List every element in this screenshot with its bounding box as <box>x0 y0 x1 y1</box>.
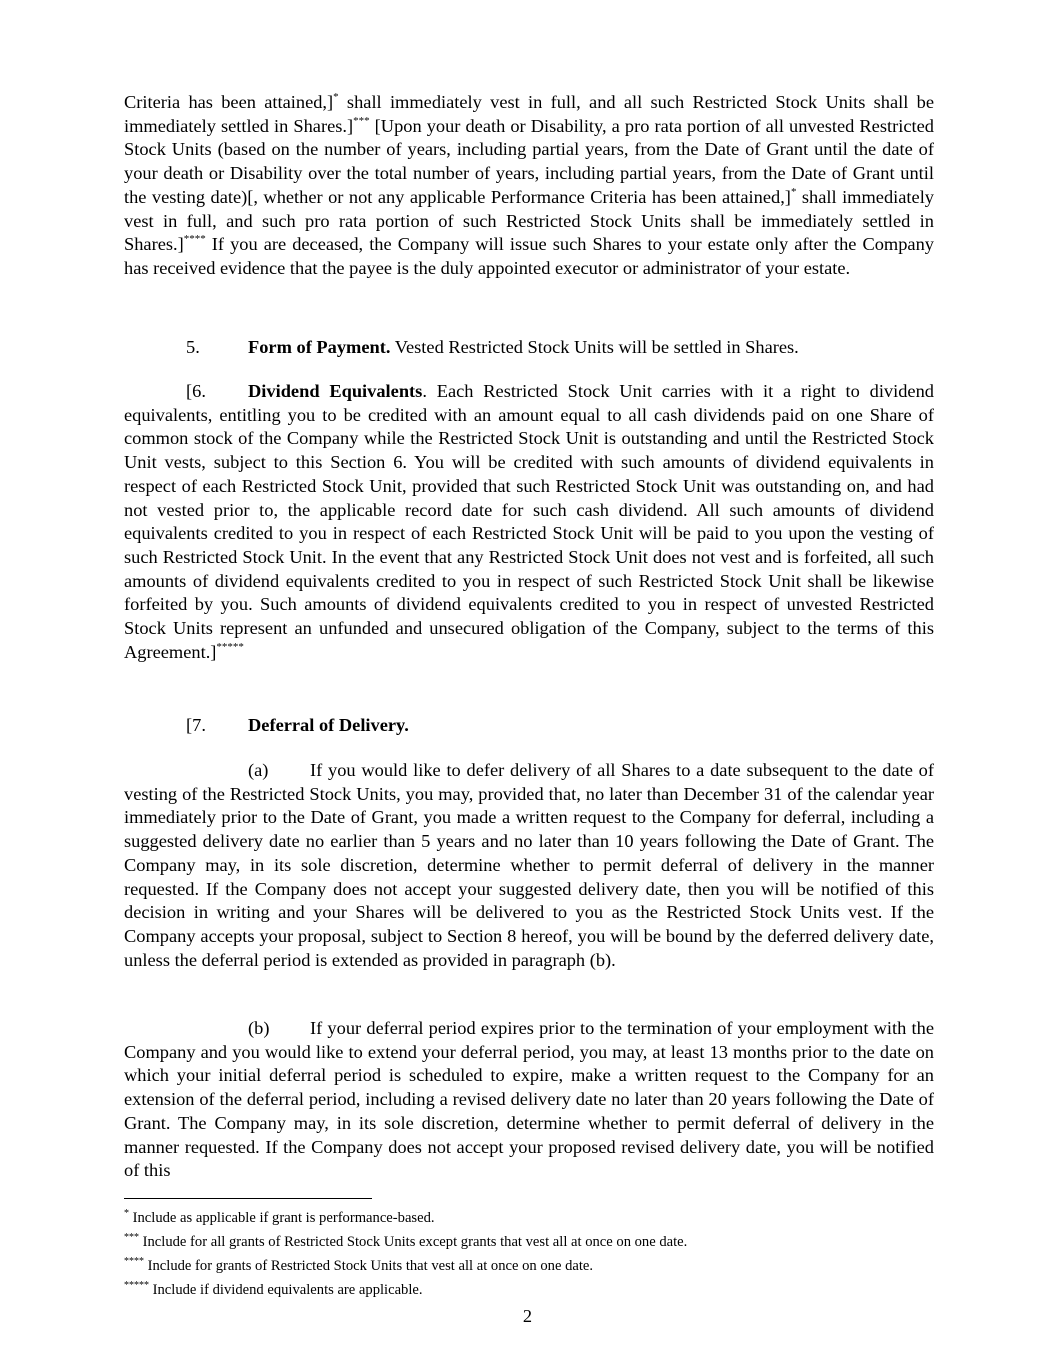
section-heading: Deferral of Delivery. <box>248 715 409 735</box>
footnote-ref: *** <box>353 114 370 127</box>
footnote-ref: ***** <box>216 640 244 653</box>
section-heading: Dividend Equivalents <box>248 381 423 401</box>
footnote-text: Include as applicable if grant is performance-based. <box>129 1210 435 1226</box>
intro-paragraph <box>124 91 934 281</box>
section-number: [7. <box>186 715 206 735</box>
section-body: Vested Restricted Stock Units will be settled in Shares. <box>390 337 799 357</box>
footnote-marker: *** <box>124 1232 139 1243</box>
intro-text-1: Criteria has been attained,] <box>124 92 334 112</box>
footnote-text: Include if dividend equivalents are applicable. <box>149 1282 423 1298</box>
footnote-text: Include for grants of Restricted Stock Units that vest all at once on one date. <box>144 1258 594 1274</box>
footnote <box>124 1209 435 1227</box>
footnote-ref: * <box>333 91 339 103</box>
footnote-text: Include for all grants of Restricted Stock Units except grants that vest all at once on one date. <box>139 1234 688 1250</box>
footnote <box>124 1281 423 1299</box>
section-heading: Form of Payment. <box>248 337 391 357</box>
footnote <box>124 1233 687 1251</box>
section-7b <box>124 1017 934 1183</box>
footnote <box>124 1257 593 1275</box>
section-number: [6. <box>186 381 206 401</box>
section-5 <box>124 336 934 360</box>
footnote-marker: **** <box>124 1256 144 1267</box>
footnote-marker: * <box>124 1208 129 1219</box>
footnote-ref: **** <box>183 233 206 246</box>
intro-text-2: shall immediately vest in full, and all such Restricted Stock Units shall be immediately settled in Shares.] <box>124 92 934 136</box>
footnote-ref: * <box>790 185 797 198</box>
intro-text-4: shall immediately vest in full, and such pro rata portion of such Restricted Stock Units shall be immediately settled in Shares.] <box>124 186 935 255</box>
intro-text-5: If you are deceased, the Company will issue such Shares to your estate only after the Company has received evidence that the payee is the duly appointed executor or administrator of your estate. <box>124 234 934 278</box>
section-number: 5. <box>186 337 200 357</box>
section-body: . Each Restricted Stock Unit carries with it a right to dividend equivalents, entitling you to be credited with an amount equal to all cash dividends paid on one Share of common stock of the Company while the Restricted Stock Unit is outstanding and until the Restricted Stock Unit vests, subject to this Section 6. You will be credited with such amounts of dividend equivalents in respect of each Restricted Stock Unit, provided that such Restricted Stock Unit was outstanding on, and had not vested prior to, the applicable record date for such cash dividend. All such amounts of dividend equivalents credited to you in respect of each Restricted Stock Unit will be paid to you upon the vesting of such Restricted Stock Unit. In the event that any Restricted Stock Unit does not vest and is forfeited, all such amounts of dividend equivalents credited to you in respect of such Restricted Stock Unit shall be likewise forfeited by you. Such amounts of dividend equivalents credited to you in respect of unvested Restricted Stock Units represent an unfunded and unsecured obligation of the Company, subject to the terms of this Agreement.] <box>124 381 934 662</box>
page-number: 2 <box>522 1306 533 1326</box>
section-7a <box>124 759 934 972</box>
footnote-divider <box>124 1198 372 1199</box>
subsection-body: If your deferral period expires prior to the termination of your employment with the Company and you would like to extend your deferral period, you may, at least 13 months prior to the date on which your initial deferral period is scheduled to expire, make a written request to the Company for an extension of the deferral period, including a revised delivery date no later than 20 years following the Date of Grant. The Company may, in its sole discretion, determine whether to permit deferral of delivery in the manner requested. If the Company does not accept your proposed revised delivery date, you will be notified of this <box>124 1018 934 1181</box>
footnote-marker: ***** <box>124 1280 149 1291</box>
subsection-label: (b) <box>248 1018 270 1038</box>
subsection-label: (a) <box>248 760 269 780</box>
section-6 <box>124 380 934 664</box>
section-7-heading <box>124 714 934 738</box>
intro-text-3: [Upon your death or Disability, a pro rata portion of all unvested Restricted Stock Units (based on the number of years, including partial years, from the Date of Grant until the date of your death or Disability over the total number of years, including partial years, from the Date of Grant until the vesting date)[, whether or not any applicable Performance Criteria has been attained,] <box>124 115 934 207</box>
subsection-body: If you would like to defer delivery of all Shares to a date subsequent to the date of vesting of the Restricted Stock Units, you may, provided that, no later than December 31 of the calendar year immediately prior to the Date of Grant, you made a written request to the Company for deferral, including a suggested delivery date no earlier than 5 years and no later than 10 years following the Date of Grant. The Company may, in its sole discretion, determine whether to permit deferral of delivery in the manner requested. If the Company does not accept your suggested delivery date, then you will be notified of this decision in writing and your Shares will be delivered to you as the Restricted Stock Units vest. If the Company accepts your proposal, subject to Section 8 hereof, you will be bound by the deferred delivery date, unless the deferral period is extended as provided in paragraph (b). <box>124 760 934 970</box>
